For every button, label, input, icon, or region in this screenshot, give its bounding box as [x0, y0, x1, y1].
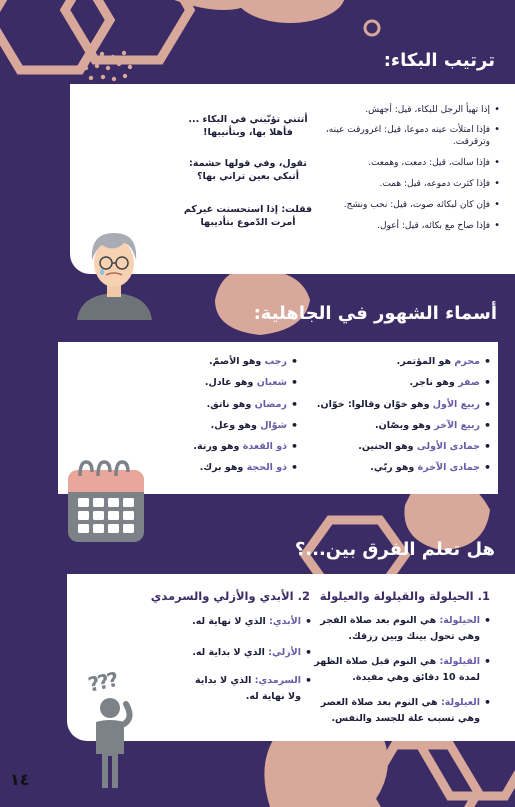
islamic-month-name: جمادى الأولى: [416, 441, 480, 452]
connector-word: وهو: [238, 420, 257, 431]
month-item: [409, 377, 480, 388]
definition-term: السرمدي:: [254, 675, 301, 686]
poem-line: أتبكي بعين تراني بها؟: [197, 171, 299, 182]
islamic-month-name: ذو القعدة: [242, 441, 287, 452]
poem-line: تقول، وفي قولها حشمة:: [189, 158, 307, 169]
month-item: [370, 462, 480, 473]
definition-text: الذي لا نهاية له.: [192, 616, 266, 627]
pre-islamic-month-name: ورنة.: [193, 441, 218, 452]
pre-islamic-month-name: الحنين.: [358, 441, 392, 452]
islamic-month-name: محرم: [454, 356, 480, 367]
section-title-months: أسماء الشهور في الجاهلية:: [253, 303, 497, 324]
month-item: [193, 441, 287, 452]
definition-item: [186, 645, 301, 661]
month-item: [211, 420, 287, 431]
connector-word: وهو: [436, 377, 455, 388]
islamic-month-name: شوّال: [260, 420, 287, 431]
crying-item: • فإن كان لبكائه صوت، قيل: نحب ونشج.: [315, 199, 490, 211]
pre-islamic-month-name: خوّان وقالوا: خوّان.: [316, 399, 408, 410]
connector-word: وهو: [395, 441, 414, 452]
islamic-month-name: جمادى الآخرة: [417, 462, 480, 473]
connector-word: وهو: [234, 377, 254, 388]
definition-term: الحيلولة:: [439, 615, 480, 626]
month-item: [205, 377, 287, 388]
hexagon-outline: [65, 0, 190, 60]
pre-islamic-month-name: ناتق.: [206, 399, 230, 410]
definition-item: [186, 673, 301, 705]
islamic-month-name: ربيع الآخر: [434, 420, 480, 431]
month-item: [209, 356, 287, 367]
pre-islamic-month-name: برك.: [199, 462, 222, 473]
pre-islamic-month-name: عادل.: [204, 377, 232, 388]
page-number: ١٤: [10, 770, 30, 789]
crying-item: • فإذا امتلأت عينه دموعا، قيل: اغرورقت عينه، وترقرقت.: [315, 124, 490, 148]
crying-man-icon: [72, 225, 157, 320]
definition-text: هي النوم بعد صلاة الفجر وهي تحول بينك وبين رزقك.: [320, 615, 480, 642]
islamic-month-name: ربيع الأول: [432, 399, 480, 410]
definition-item: [305, 654, 480, 686]
month-item: [358, 441, 480, 452]
definition-item: [305, 695, 480, 727]
definition-text: الذي لا بداية له.: [192, 647, 265, 658]
pre-islamic-month-name: وبصّان.: [374, 420, 410, 431]
month-item: [375, 420, 480, 431]
pre-islamic-month-name: ربّي.: [370, 462, 393, 473]
calendar-icon: [66, 460, 146, 545]
confused-person-icon: [80, 690, 140, 790]
islamic-month-name: رمضان: [254, 399, 287, 410]
islamic-month-name: صفر: [458, 377, 480, 388]
pre-islamic-month-name: المؤتمر.: [396, 356, 436, 367]
definition-item: [305, 613, 480, 645]
poem-line: أمرت الدّموع بتأديبها: [200, 217, 296, 228]
definition-term: القيلولة:: [439, 656, 480, 667]
month-item: [317, 399, 480, 410]
connector-word: وهو: [411, 399, 430, 410]
blob-shape: [235, 0, 345, 23]
connector-word: وهو: [412, 420, 431, 431]
question-marks: ???: [85, 667, 119, 697]
poem-verse: [178, 203, 318, 229]
crying-item: • فإذا كثرت دموعه، قيل: همت.: [315, 178, 490, 190]
connector-word: وهو: [224, 462, 244, 473]
definition-term: الأبدي:: [269, 616, 301, 627]
month-item: [200, 462, 287, 473]
connector-word: هو: [438, 356, 452, 367]
islamic-month-name: شعبان: [256, 377, 287, 388]
month-item: [207, 399, 287, 410]
definition-text: هي النوم بعد صلاة العصر وهي تسبب علة للجسد والنفس.: [320, 697, 480, 724]
dot: [365, 21, 379, 35]
pre-islamic-month-name: الأصمّ.: [208, 356, 240, 367]
crying-item: • فإذا سالت، قيل: دمعت، وهمعت.: [315, 157, 490, 169]
section-title-difference: هل تعلم الفرق بين...؟: [294, 539, 495, 560]
poem-verse: [178, 113, 318, 139]
definition-item: [186, 614, 301, 630]
definition-term: الأزلي:: [268, 647, 301, 658]
islamic-month-name: رجب: [264, 356, 287, 367]
subsection-heading: 2. الأبدي والأزلي والسرمدي: [150, 589, 310, 603]
definition-text: الذي لا بداية ولا نهاية له.: [195, 675, 301, 702]
connector-word: وهو: [242, 356, 262, 367]
connector-word: وهو: [232, 399, 252, 410]
crying-item: • فإذا صاح مع بكائه، قيل: أعول.: [315, 220, 490, 232]
poem-line: أتتني تؤنّبني في البكاء ...: [188, 114, 308, 125]
poem-line: فقلت: إذا استحسنت غيركم: [183, 204, 313, 215]
islamic-month-name: ذو الحجة: [246, 462, 287, 473]
connector-word: وهو: [221, 441, 240, 452]
section-title-crying: ترتيب البكاء:: [383, 50, 495, 71]
connector-word: وهو: [395, 462, 415, 473]
definition-term: العيلولة:: [440, 697, 480, 708]
crying-item: • إذا تهيأ الرجل للبكاء، قيل: أجهش.: [315, 104, 490, 116]
poem-line: فأهلا بها، وبتأنيبها!: [203, 127, 293, 138]
month-item: [397, 356, 480, 367]
poem-verse: [178, 157, 318, 183]
pre-islamic-month-name: وعل.: [210, 420, 236, 431]
definition-text: هي النوم قبل صلاة الظهر لمدة 10 دقائق وهي مفيدة.: [314, 656, 480, 683]
pre-islamic-month-name: ناجر.: [409, 377, 433, 388]
subsection-heading: 1. الحيلولة والقيلولة والعيلولة: [319, 589, 490, 603]
